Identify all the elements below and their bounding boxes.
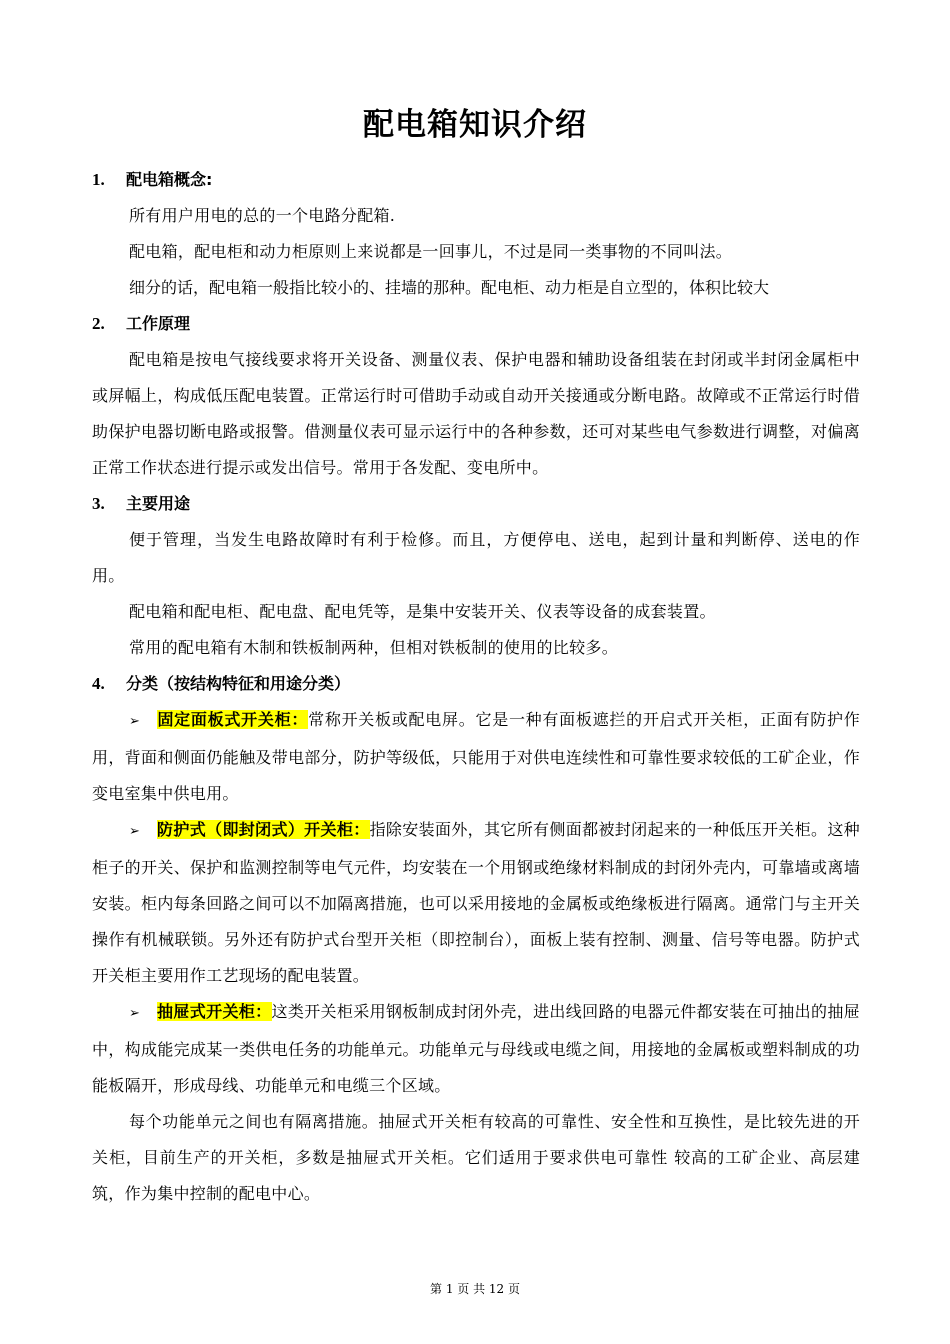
bullet-text: 常称开关板或配电屏。它是一种有面板遮拦的开启式开关柜，正面有防护作用，背面和侧面仍能触及带电部分，防护等级低，只能用于对供电连续性和可靠性要求较低的工矿企业，作变电室集中供电用。 xyxy=(92,710,861,803)
section-heading-principle xyxy=(92,306,860,342)
bullet-item xyxy=(92,994,860,1104)
section-title: 配电箱概念: xyxy=(126,170,213,189)
paragraph: 每个功能单元之间也有隔离措施。抽屉式开关柜有较高的可靠性、安全性和互换性，是比较先进的开关柜，目前生产的开关柜，多数是抽屉式开关柜。它们适用于要求供电可靠性 较高的工矿企业、高层建筑，作为集中控制的配电中心。 xyxy=(92,1112,860,1203)
arrow-bullet-icon: ➢ xyxy=(129,714,141,729)
paragraph: 细分的话，配电箱一般指比较小的、挂墙的那种。配电柜、动力柜是自立型的，体积比较大 xyxy=(129,278,770,297)
paragraph: 便于管理，当发生电路故障时有利于检修。而且，方便停电、送电，起到计量和判断停、送电的作用。 xyxy=(92,530,860,585)
section-number: 3. xyxy=(92,494,105,513)
bullet-item xyxy=(92,812,860,994)
bullet-text: 指除安装面外，其它所有侧面都被封闭起来的一种低压开关柜。这种柜子的开关、保护和监测控制等电气元件，均安装在一个用钢或绝缘材料制成的封闭外壳内，可靠墙或离墙安装。柜内每条回路之间可以不加隔离措施，也可以采用接地的金属板或绝缘板进行隔离。通常门与主开关操作有机械联锁。另外还有防护式台型开关柜（即控制台），面板上装有控制、测量、信号等电器。防护式开关柜主要用作工艺现场的配电装置。 xyxy=(92,820,860,985)
paragraph: 常用的配电箱有木制和铁板制两种，但相对铁板制的使用的比较多。 xyxy=(129,638,619,657)
section-title: 分类（按结构特征和用途分类） xyxy=(126,674,351,693)
section-title: 工作原理 xyxy=(126,314,191,333)
paragraph: 配电箱，配电柜和动力柜原则上来说都是一回事儿，不过是同一类事物的不同叫法。 xyxy=(129,242,733,261)
arrow-bullet-icon: ➢ xyxy=(129,824,141,839)
highlighted-term: 固定面板式开关柜： xyxy=(157,710,309,729)
section-number: 2. xyxy=(92,314,105,333)
section-heading-classification xyxy=(92,666,860,702)
paragraph: 所有用户用电的总的一个电路分配箱. xyxy=(129,206,396,225)
section-heading-concept xyxy=(92,162,860,198)
page-title: 配电箱知识介绍 xyxy=(363,107,587,143)
section-number: 4. xyxy=(92,674,105,693)
document-body xyxy=(92,162,860,1212)
bullet-text: 这类开关柜采用钢板制成封闭外壳，进出线回路的电器元件都安装在可抽出的抽屉中，构成能完成某一类供电任务的功能单元。功能单元与母线或电缆之间，用接地的金属板或塑料制成的功能板隔开，形成母线、功能单元和电缆三个区域。 xyxy=(92,1002,860,1095)
section-title: 主要用途 xyxy=(126,494,191,513)
highlighted-term: 抽屉式开关柜： xyxy=(157,1002,272,1021)
highlighted-term: 防护式（即封闭式）开关柜： xyxy=(157,820,370,839)
paragraph: 配电箱是按电气接线要求将开关设备、测量仪表、保护电器和辅助设备组装在封闭或半封闭金属柜中或屏幅上，构成低压配电装置。正常运行时可借助手动或自动开关接通或分断电路。故障或不正常运行时借助保护电器切断电路或报警。借测量仪表可显示运行中的各种参数，还可对某些电气参数进行调整，对偏离正常工作状态进行提示或发出信号。常用于各发配、变电所中。 xyxy=(92,350,860,477)
page-footer: 第 1 页 共 12 页 xyxy=(430,1282,520,1296)
section-heading-usage xyxy=(92,486,860,522)
arrow-bullet-icon: ➢ xyxy=(129,1006,141,1021)
section-number: 1. xyxy=(92,170,105,189)
paragraph: 配电箱和配电柜、配电盘、配电凭等，是集中安装开关、仪表等设备的成套装置。 xyxy=(129,602,716,621)
bullet-item xyxy=(92,702,860,812)
